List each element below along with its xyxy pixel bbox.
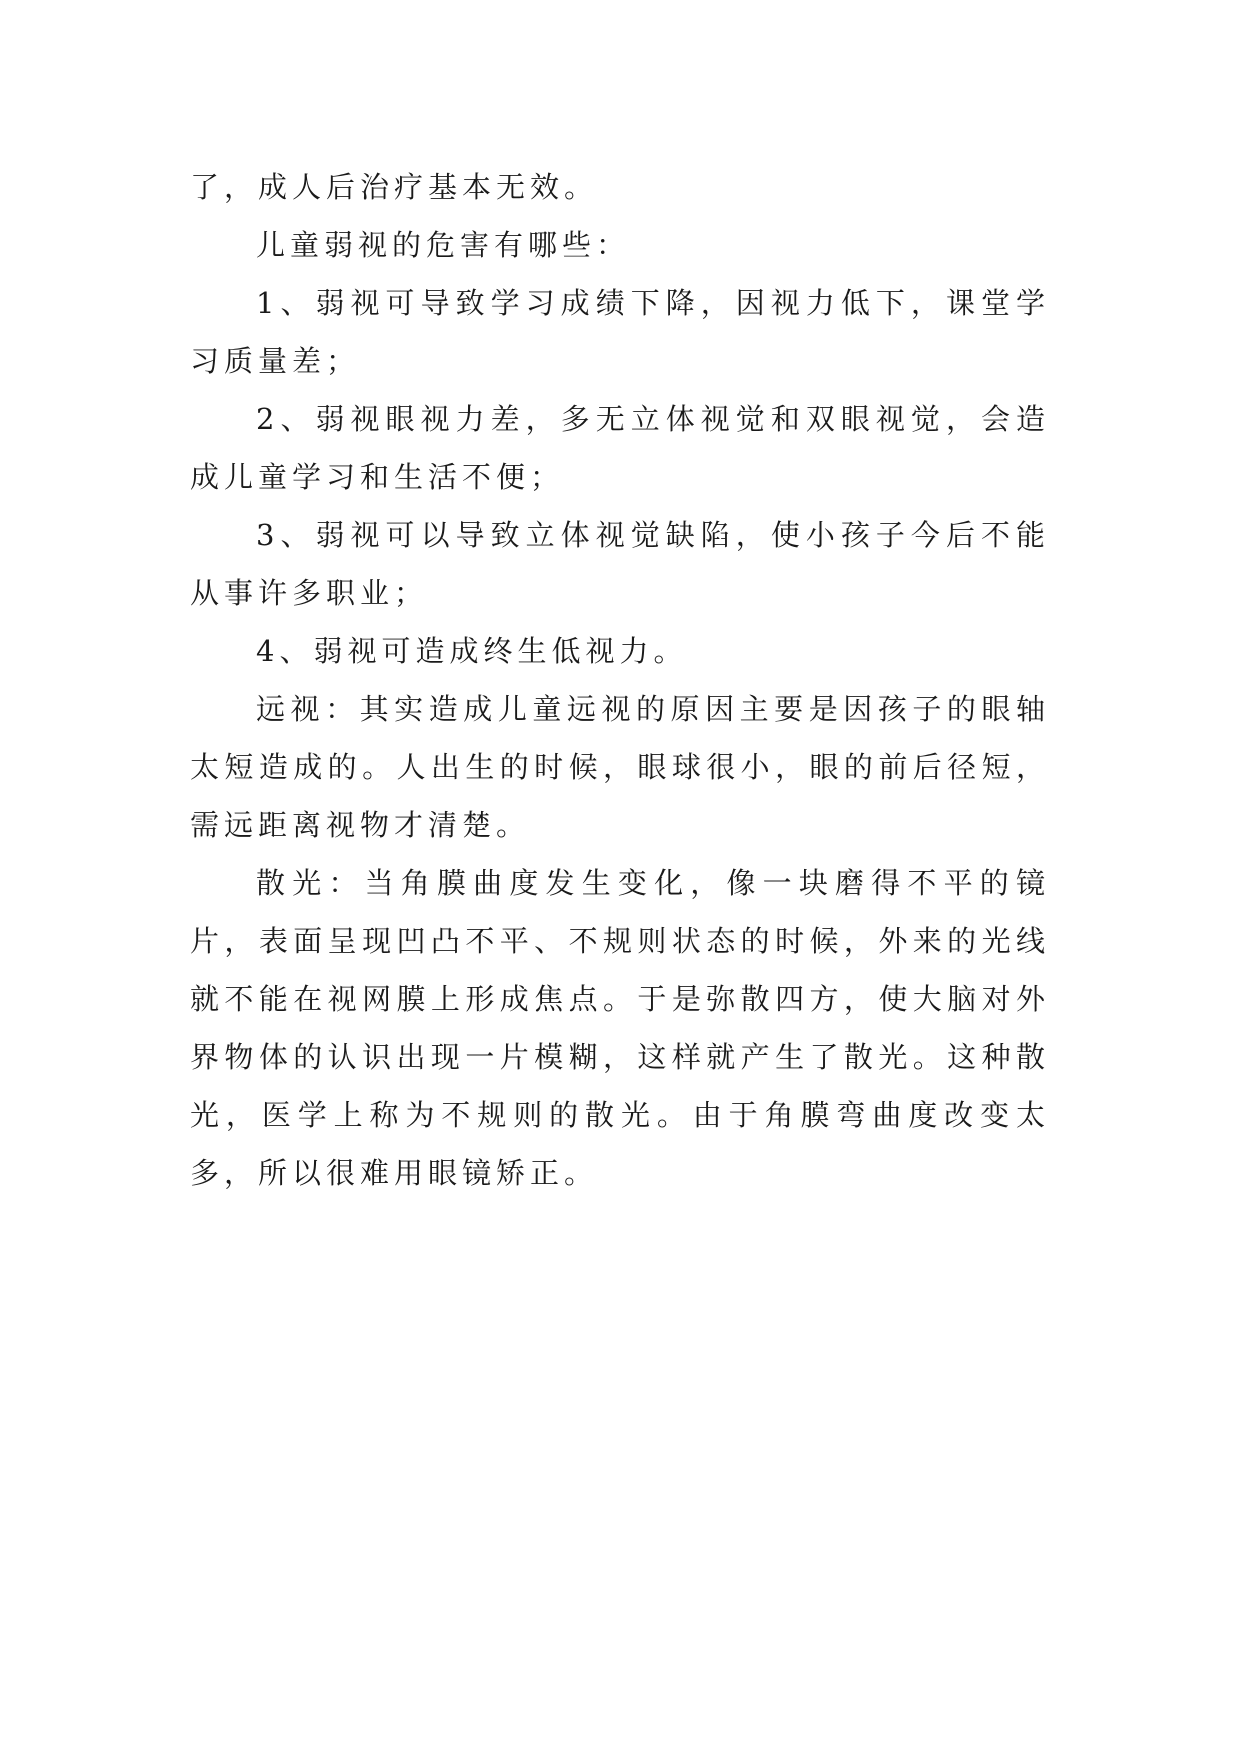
document-body [190, 158, 1050, 1202]
paragraph-item-2: 2、弱视眼视力差，多无立体视觉和双眼视觉，会造成儿童学习和生活不便； [190, 402, 1050, 494]
paragraph-item-1: 1、弱视可导致学习成绩下降，因视力低下，课堂学习质量差； [190, 286, 1050, 378]
paragraph-astigmatism: 散光：当角膜曲度发生变化，像一块磨得不平的镜片，表面呈现凹凸不平、不规则状态的时候，外来的光线就不能在视网膜上形成焦点。于是弥散四方，使大脑对外界物体的认识出现一片模糊，这样就产生了散光。这种散光，医学上称为不规则的散光。由于角膜弯曲度改变太多，所以很难用眼镜矫正。 [190, 866, 1050, 1190]
paragraph-item-4: 4、弱视可造成终生低视力。 [256, 634, 688, 668]
paragraph-heading-harms: 儿童弱视的危害有哪些： [256, 228, 631, 262]
paragraph-hyperopia: 远视：其实造成儿童远视的原因主要是因孩子的眼轴太短造成的。人出生的时候，眼球很小，眼的前后径短，需远距离视物才清楚。 [190, 692, 1050, 842]
paragraph-item-3: 3、弱视可以导致立体视觉缺陷，使小孩子今后不能从事许多职业； [190, 518, 1050, 610]
paragraph-continuation: 了，成人后治疗基本无效。 [190, 170, 599, 204]
